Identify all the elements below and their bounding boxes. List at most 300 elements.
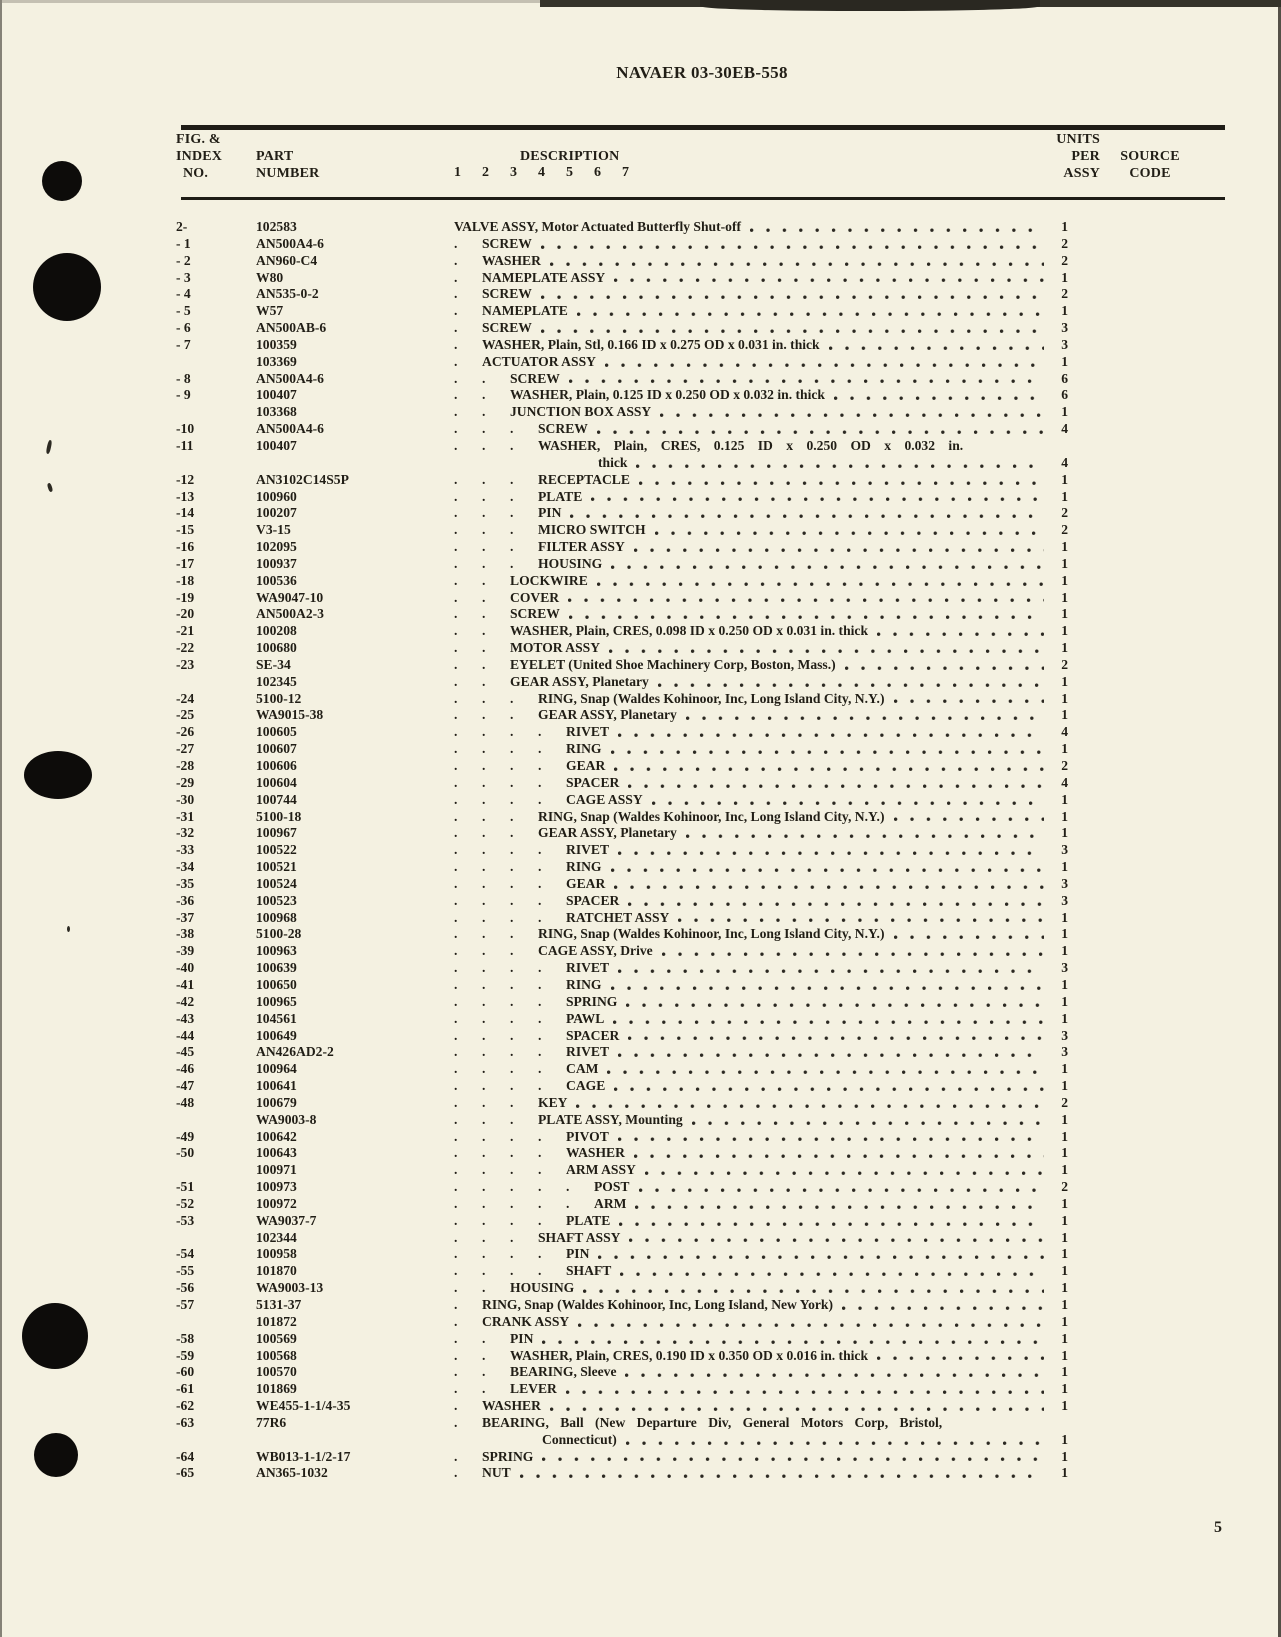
part-number-cell: 100968 [256, 909, 297, 925]
indent-dot: . [482, 1330, 486, 1346]
indent-dot: . [510, 791, 514, 807]
description-text: MICRO SWITCH [538, 522, 646, 538]
description-text: SPRING [482, 1448, 534, 1464]
fig-index-cell: -25 [176, 707, 195, 723]
indent-dot: . [510, 1179, 514, 1195]
description-text: KEY [538, 1094, 568, 1110]
part-number-cell: WE455-1-1/4-35 [256, 1398, 351, 1414]
indent-dot: . [538, 724, 542, 740]
indent-dot: . [454, 926, 458, 942]
indent-dot: . [454, 488, 458, 504]
indent-dot: . [510, 741, 514, 757]
part-number-cell: 100523 [256, 892, 297, 908]
indent-dot: . [482, 488, 486, 504]
description-cell [454, 825, 1068, 842]
part-number-cell: 101872 [256, 1313, 297, 1329]
description-text: HOUSING [510, 1280, 575, 1296]
indent-dot: . [482, 825, 486, 841]
description-text: RIVET [566, 1044, 610, 1060]
units-per-assy-cell: 1 [1061, 673, 1068, 689]
units-per-assy-cell: 1 [1061, 1162, 1068, 1178]
description-text: SCREW [482, 320, 532, 336]
description-cell [454, 657, 1068, 674]
description-text: RING, Snap (Waldes Kohinoor, Inc, Long Island City, N.Y.) [538, 926, 885, 942]
indent-dot: . [510, 1027, 514, 1043]
indent-dot: . [510, 724, 514, 740]
fig-index-cell: -13 [176, 488, 195, 504]
description-cell [454, 455, 1068, 472]
description-cell [454, 1246, 1068, 1263]
fig-index-cell: -62 [176, 1398, 195, 1414]
indent-dot: . [482, 387, 486, 403]
table-top-rule [181, 125, 1225, 130]
fig-index-cell: -65 [176, 1465, 195, 1481]
description-text: RATCHET ASSY [566, 909, 670, 925]
leader-dots [614, 767, 1044, 773]
table-row [0, 337, 1281, 354]
description-cell [454, 1364, 1068, 1381]
indent-dot: . [538, 1162, 542, 1178]
leader-dots [686, 834, 1044, 840]
indent-dot: . [482, 926, 486, 942]
indent-dot: . [482, 1195, 486, 1211]
indent-dot: . [482, 1061, 486, 1077]
leader-dots [611, 986, 1045, 992]
indent-dot: . [510, 926, 514, 942]
description-cell [454, 1129, 1068, 1146]
indent-dot: . [454, 1010, 458, 1026]
leader-dots [566, 1390, 1044, 1396]
units-per-assy-cell: 1 [1061, 353, 1068, 369]
description-cell [454, 1162, 1068, 1179]
indent-dot: . [482, 505, 486, 521]
table-row [0, 455, 1281, 472]
units-per-assy-cell: 1 [1061, 1448, 1068, 1464]
table-row [0, 253, 1281, 270]
indent-dot: . [538, 875, 542, 891]
indent-dot: . [454, 673, 458, 689]
indent-dot: . [454, 1448, 458, 1464]
description-text: PIN [566, 1246, 590, 1262]
units-per-assy-cell: 1 [1061, 623, 1068, 639]
leader-dots [569, 379, 1044, 385]
units-per-assy-cell: 6 [1061, 387, 1068, 403]
fig-index-cell: -53 [176, 1212, 195, 1228]
part-number-cell: 100207 [256, 505, 297, 521]
description-text: GEAR [566, 758, 606, 773]
indent-dot: . [482, 1381, 486, 1397]
leader-dots [635, 1205, 1044, 1211]
table-row [0, 674, 1281, 691]
description-text: GEAR [566, 875, 606, 891]
units-per-assy-cell: 1 [1061, 1347, 1068, 1363]
part-number-cell: 77R6 [256, 1414, 287, 1430]
table-row [0, 606, 1281, 623]
description-cell [454, 910, 1068, 927]
description-text: ARM ASSY [566, 1162, 636, 1178]
description-cell [454, 539, 1068, 556]
description-cell [454, 573, 1068, 590]
table-row [0, 775, 1281, 792]
indenture-level: 5 [566, 165, 573, 180]
indent-dot: . [538, 993, 542, 1009]
units-per-assy-cell: 2 [1061, 1179, 1068, 1195]
indent-dot: . [566, 1179, 570, 1195]
indent-dot: . [510, 892, 514, 908]
col-header-description: DESCRIPTION [520, 149, 620, 164]
description-cell [454, 253, 1068, 270]
fig-index-cell: -34 [176, 859, 195, 875]
table-row [0, 438, 1281, 455]
description-cell [454, 893, 1068, 910]
description-cell [454, 842, 1068, 859]
description-text: WASHER, Plain, Stl, 0.166 ID x 0.275 OD x 0.031 in. thick [482, 336, 820, 352]
indent-dot: . [454, 1313, 458, 1329]
table-row [0, 489, 1281, 506]
indent-dot: . [454, 1162, 458, 1178]
units-per-assy-cell: 1 [1061, 859, 1068, 875]
leader-dots [634, 548, 1044, 554]
fig-index-cell: -38 [176, 926, 195, 942]
description-cell [454, 960, 1068, 977]
leader-dots [842, 1306, 1044, 1312]
indent-dot: . [510, 1263, 514, 1279]
leader-dots [591, 497, 1044, 503]
indent-dot: . [454, 1364, 458, 1380]
indent-dot: . [454, 437, 458, 453]
fig-index-cell: -57 [176, 1297, 195, 1312]
description-text: BEARING, Ball (New Departure Div, General Motors Corp, Bristol, [482, 1414, 943, 1430]
part-number-cell: 100521 [256, 859, 297, 875]
indent-dot: . [566, 1195, 570, 1211]
table-row [0, 505, 1281, 522]
description-text: SPACER [566, 774, 620, 790]
description-text: LEVER [510, 1381, 557, 1397]
indent-dot: . [510, 943, 514, 959]
indent-dot: . [454, 1381, 458, 1397]
indent-dot: . [482, 943, 486, 959]
table-row [0, 1044, 1281, 1061]
indent-dot: . [482, 1179, 486, 1195]
indent-dot: . [538, 1246, 542, 1262]
indent-dot: . [538, 791, 542, 807]
fig-index-cell: -51 [176, 1179, 195, 1195]
indent-dot: . [454, 606, 458, 622]
units-per-assy-cell: 1 [1061, 1078, 1068, 1094]
units-per-assy-cell: 1 [1061, 555, 1068, 571]
indent-dot: . [510, 1078, 514, 1094]
part-number-cell: AN426AD2-2 [256, 1044, 334, 1060]
indent-dot: . [454, 808, 458, 824]
part-number-cell: 100642 [256, 1128, 297, 1144]
description-cell [454, 1297, 1068, 1314]
description-text: SPACER [566, 1027, 620, 1043]
indent-dot: . [454, 471, 458, 487]
fig-index-cell: -36 [176, 892, 195, 908]
description-text: WASHER, Plain, 0.125 ID x 0.250 OD x 0.032 in. thick [510, 387, 825, 403]
part-number-cell: 100958 [256, 1246, 297, 1262]
description-text: PIVOT [566, 1128, 609, 1144]
indent-dot: . [454, 387, 458, 403]
description-cell [454, 1314, 1068, 1331]
indent-dot: . [510, 1111, 514, 1127]
description-cell [454, 623, 1068, 640]
description-cell [454, 1028, 1068, 1045]
indent-dot: . [510, 758, 514, 773]
table-row [0, 1449, 1281, 1466]
units-per-assy-cell: 4 [1061, 454, 1068, 470]
leader-dots [618, 969, 1044, 975]
fig-index-cell: -14 [176, 505, 195, 521]
indent-dot: . [482, 1212, 486, 1228]
units-per-assy-cell: 1 [1061, 1010, 1068, 1026]
indent-dot: . [454, 1297, 458, 1312]
col-header-part-line2: NUMBER [256, 166, 320, 181]
indent-dot: . [454, 539, 458, 555]
leader-dots [692, 1121, 1044, 1127]
fig-index-cell: - 2 [176, 252, 191, 268]
indent-dot: . [510, 1128, 514, 1144]
indent-dot: . [454, 1229, 458, 1245]
description-cell [454, 1196, 1068, 1213]
description-cell [454, 724, 1068, 741]
units-per-assy-cell: 1 [1061, 1381, 1068, 1397]
indenture-level: 7 [622, 165, 629, 180]
indent-dot: . [454, 1398, 458, 1414]
description-text: WASHER, Plain, CRES, 0.098 ID x 0.250 OD x 0.031 in. thick [510, 623, 869, 639]
table-row [0, 472, 1281, 489]
description-text: ACTUATOR ASSY [482, 353, 596, 369]
fig-index-cell: -27 [176, 741, 195, 757]
description-text: SPACER [566, 892, 620, 908]
indent-dot: . [482, 1027, 486, 1043]
description-cell [454, 1078, 1068, 1095]
units-per-assy-cell: 1 [1061, 572, 1068, 588]
indent-dot: . [482, 404, 486, 420]
indent-dot: . [454, 1330, 458, 1346]
indent-dot: . [454, 623, 458, 639]
description-text: WASHER [482, 252, 541, 268]
indent-dot: . [482, 673, 486, 689]
units-per-assy-cell: 4 [1061, 421, 1068, 437]
part-number-cell: 100569 [256, 1330, 297, 1346]
indent-dot: . [482, 842, 486, 858]
indent-dot: . [510, 522, 514, 538]
leader-dots [614, 1087, 1044, 1093]
indent-dot: . [510, 1195, 514, 1211]
leader-dots [618, 851, 1044, 857]
page-number: 5 [1214, 1519, 1222, 1536]
description-cell [454, 303, 1068, 320]
part-number-cell: 100524 [256, 875, 297, 891]
leader-dots [628, 902, 1044, 908]
fig-index-cell: -58 [176, 1330, 195, 1346]
leader-dots [845, 666, 1044, 672]
indent-dot: . [482, 539, 486, 555]
indent-dot: . [454, 235, 458, 251]
part-number-cell: 100971 [256, 1162, 297, 1178]
table-row [0, 977, 1281, 994]
table-row [0, 286, 1281, 303]
indent-dot: . [510, 859, 514, 875]
table-row [0, 1028, 1281, 1045]
description-text: WASHER [566, 1145, 625, 1161]
fig-index-cell: -64 [176, 1448, 195, 1464]
leader-dots [541, 295, 1044, 301]
indent-dot: . [510, 488, 514, 504]
indenture-level: 6 [594, 165, 601, 180]
description-text: PLATE ASSY, Mounting [538, 1111, 683, 1127]
indent-dot: . [454, 640, 458, 656]
leader-dots [578, 1323, 1044, 1329]
table-row [0, 809, 1281, 826]
part-number-cell: AN500A4-6 [256, 421, 324, 437]
indent-dot: . [510, 1145, 514, 1161]
units-per-assy-cell: 2 [1061, 252, 1068, 268]
description-text: SCREW [510, 606, 560, 622]
indent-dot: . [482, 572, 486, 588]
indent-dot: . [454, 1414, 458, 1430]
indent-dot: . [454, 960, 458, 976]
table-row [0, 640, 1281, 657]
table-row [0, 1061, 1281, 1078]
table-row [0, 657, 1281, 674]
units-per-assy-cell: 1 [1061, 219, 1068, 234]
description-text: MOTOR ASSY [510, 640, 601, 656]
indent-dot: . [454, 1195, 458, 1211]
description-cell [454, 1348, 1068, 1365]
description-text: SHAFT ASSY [538, 1229, 621, 1245]
description-cell [454, 354, 1068, 371]
indent-dot: . [482, 1347, 486, 1363]
units-per-assy-cell: 1 [1061, 471, 1068, 487]
leader-dots [834, 396, 1044, 402]
fig-index-cell: -44 [176, 1027, 195, 1043]
table-row [0, 1364, 1281, 1381]
description-cell [454, 1263, 1068, 1280]
indent-dot: . [454, 522, 458, 538]
indent-dot: . [538, 1061, 542, 1077]
description-text: RING [566, 741, 602, 757]
indent-dot: . [454, 1246, 458, 1262]
fig-index-cell: -12 [176, 471, 195, 487]
units-per-assy-cell: 1 [1061, 741, 1068, 757]
indent-dot: . [510, 825, 514, 841]
part-number-cell: WA9037-7 [256, 1212, 317, 1228]
leader-dots [614, 278, 1044, 284]
units-per-assy-cell: 2 [1061, 522, 1068, 538]
units-per-assy-cell: 1 [1061, 808, 1068, 824]
part-number-cell: 100937 [256, 555, 297, 571]
description-text: GEAR ASSY, Planetary [510, 673, 649, 689]
description-text: RING, Snap (Waldes Kohinoor, Inc, Long Island City, N.Y.) [538, 808, 885, 824]
indent-dot: . [482, 1364, 486, 1380]
indent-dot: . [482, 421, 486, 437]
part-number-cell: 5100-28 [256, 926, 302, 942]
indent-dot: . [538, 774, 542, 790]
part-number-cell: 102344 [256, 1229, 297, 1245]
units-per-assy-cell: 1 [1061, 1246, 1068, 1262]
part-number-cell: 102095 [256, 539, 297, 555]
indent-dot: . [454, 875, 458, 891]
table-row [0, 741, 1281, 758]
units-per-assy-cell: 2 [1061, 235, 1068, 251]
indent-dot: . [510, 437, 514, 453]
description-cell [454, 1179, 1068, 1196]
table-row [0, 1348, 1281, 1365]
description-cell [454, 926, 1068, 943]
fig-index-cell: -42 [176, 993, 195, 1009]
description-text: RING [566, 976, 602, 992]
indent-dot: . [482, 1010, 486, 1026]
indent-dot: . [510, 774, 514, 790]
fig-index-cell: -40 [176, 960, 195, 976]
part-number-cell: AN960-C4 [256, 252, 318, 268]
indent-dot: . [454, 1128, 458, 1144]
fig-index-cell: 2- [176, 219, 188, 234]
description-text: CAGE ASSY [566, 791, 643, 807]
units-per-assy-cell: 1 [1061, 1111, 1068, 1127]
leader-dots [636, 464, 1044, 470]
indent-dot: . [482, 522, 486, 538]
units-per-assy-cell: 3 [1061, 842, 1068, 858]
leader-dots [678, 918, 1044, 924]
leader-dots [598, 1255, 1044, 1261]
indent-dot: . [510, 539, 514, 555]
fig-index-cell: -47 [176, 1078, 195, 1094]
units-per-assy-cell: 1 [1061, 488, 1068, 504]
indent-dot: . [538, 892, 542, 908]
fig-index-cell: - 4 [176, 286, 191, 302]
table-row [0, 354, 1281, 371]
indent-dot: . [510, 976, 514, 992]
description-cell [454, 1061, 1068, 1078]
part-number-cell: 100972 [256, 1195, 297, 1211]
description-text: Connecticut) [542, 1431, 617, 1447]
part-number-cell: AN500A4-6 [256, 235, 324, 251]
indent-dot: . [454, 707, 458, 723]
description-text: BEARING, Sleeve [510, 1364, 617, 1380]
part-number-cell: WA9003-8 [256, 1111, 317, 1127]
part-number-cell: 100650 [256, 976, 297, 992]
part-number-cell: 5131-37 [256, 1297, 302, 1312]
description-text: SCREW [538, 421, 588, 437]
indent-dot: . [482, 1246, 486, 1262]
leader-dots [605, 363, 1044, 369]
indent-dot: . [482, 606, 486, 622]
leader-dots [570, 514, 1044, 520]
units-per-assy-cell: 1 [1061, 1330, 1068, 1346]
table-row [0, 387, 1281, 404]
leader-dots [576, 1104, 1044, 1110]
fig-index-cell: -24 [176, 690, 195, 706]
leader-dots [609, 649, 1044, 655]
units-per-assy-cell: 1 [1061, 1364, 1068, 1380]
units-per-assy-cell: 2 [1061, 286, 1068, 302]
indent-dot: . [482, 1263, 486, 1279]
description-cell [454, 522, 1068, 539]
indent-dot: . [510, 808, 514, 824]
indent-dot: . [538, 1263, 542, 1279]
indent-dot: . [510, 842, 514, 858]
indent-dot: . [482, 1044, 486, 1060]
indent-dot: . [454, 758, 458, 773]
indent-dot: . [538, 1195, 542, 1211]
scan-top-smudge [700, 0, 1040, 11]
leader-dots [829, 346, 1044, 352]
description-cell [454, 438, 1068, 455]
indent-dot: . [482, 1229, 486, 1245]
